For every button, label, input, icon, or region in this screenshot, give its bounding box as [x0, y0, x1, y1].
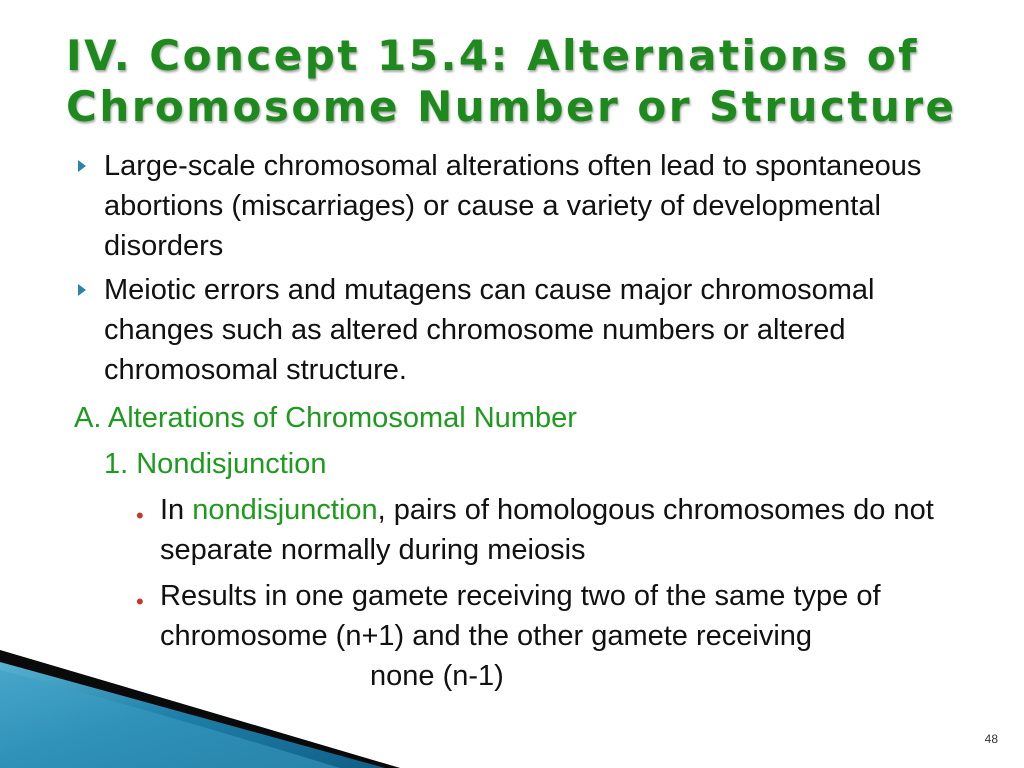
title-line-2: Chromosome Number or Structure	[66, 82, 957, 131]
slide-content	[0, 146, 1024, 696]
bullet-2-text: Meiotic errors and mutagens can cause major chromosomal changes such as altered chromosome numbers or altered chromosomal structure.	[104, 274, 875, 386]
bullet-1-text: Large-scale chromosomal alterations often lead to spontaneous abortions (miscarriages) or cause a variety of developmental disorders	[104, 150, 922, 262]
page-number: 48	[984, 732, 998, 746]
triangle-bullet-icon	[78, 160, 86, 172]
slide-title	[66, 30, 966, 132]
bullet-2	[0, 270, 964, 390]
sub-bullet-1-prefix: In	[160, 494, 193, 526]
dot-bullet-icon: •	[136, 589, 144, 614]
sub-bullet-1-term: nondisjunction	[192, 494, 378, 526]
triangle-bullet-icon	[78, 284, 86, 296]
decorative-swoosh	[0, 640, 400, 768]
subsection-heading-1: 1. Nondisjunction	[104, 448, 327, 480]
sub-bullet-1	[0, 490, 960, 570]
sub-bullet-2-main: Results in one gamete receiving two of the same type of chromosome (n+1) and the other gamete receiving	[160, 580, 881, 652]
sub-bullet-1-rest: , pairs of homologous chromosomes do not separate normally during meiosis	[160, 494, 934, 566]
section-heading-a: A. Alterations of Chromosomal Number	[74, 402, 577, 434]
sub-bullet-2-tail: none (n-1)	[370, 660, 504, 692]
dot-bullet-icon: •	[136, 503, 144, 528]
bullet-1	[0, 146, 964, 266]
title-line-1: IV. Concept 15.4: Alternations of	[66, 31, 919, 80]
